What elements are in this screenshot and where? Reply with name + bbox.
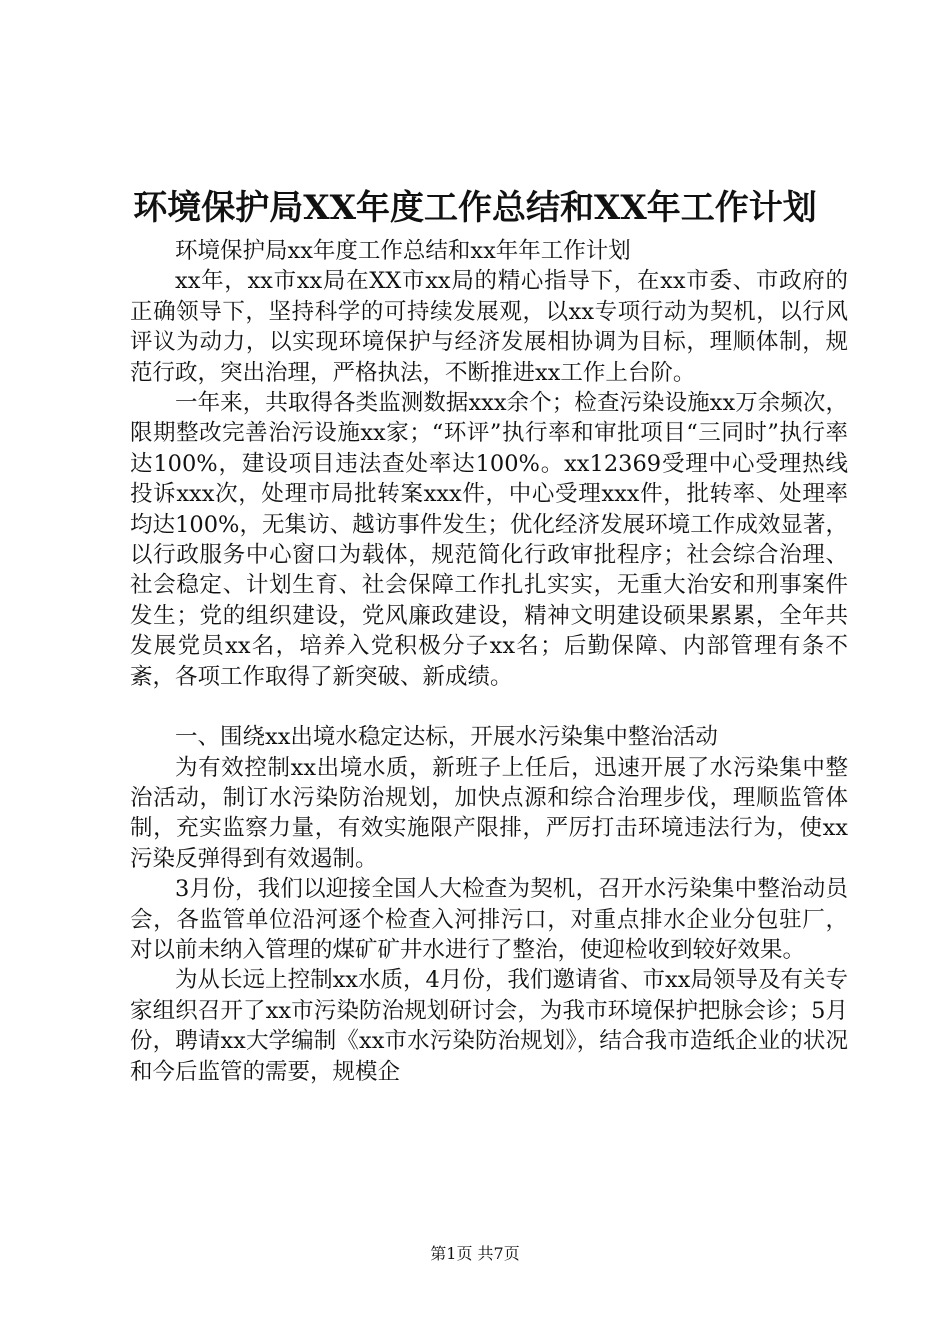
body-paragraph: 为从长远上控制xx水质，4月份，我们邀请省、市xx局领导及有关专家组织召开了xx市污染防治规划研讨会，为我市环境保护把脉会诊；5月份，聘请xx大学编制《xx市水污染防治规划》，结合我市造纸企业的状况和今后监管的需要，规模企	[130, 967, 848, 1085]
body-paragraph: 3月份，我们以迎接全国人大检查为契机，召开水污染集中整治动员会，各监管单位沿河逐个检查入河排污口，对重点排水企业分包驻厂，对以前未纳入管理的煤矿矿井水进行了整治，使迎检收到较好效果。	[130, 876, 848, 963]
body-paragraph: 为有效控制xx出境水质，新班子上任后，迅速开展了水污染集中整治活动，制订水污染防治规划，加快点源和综合治理步伐，理顺监管体制，充实监察力量，有效实施限产限排，严厉打击环境违法行为，使xx污染反弹得到有效遏制。	[130, 754, 848, 872]
document-body	[130, 236, 848, 1087]
subtitle-paragraph: 环境保护局xx年度工作总结和xx年年工作计划	[175, 238, 631, 264]
section-heading: 一、围绕xx出境水稳定达标，开展水污染集中整治活动	[175, 724, 718, 751]
page-title: 环境保护局XX年度工作总结和XX年工作计划	[133, 188, 817, 228]
body-paragraph: xx年，xx市xx局在XX市xx局的精心指导下，在xx市委、市政府的正确领导下，坚持科学的可持续发展观，以xx专项行动为契机，以行风评议为动力，以实现环境保护与经济发展相协调为目标，理顺体制，规范行政，突出治理，严格执法，不断推进xx工作上台阶。	[130, 268, 848, 386]
page-footer: 第1页 共7页	[430, 1244, 520, 1263]
body-paragraph: 一年来，共取得各类监测数据xxx余个；检查污染设施xx万余频次，限期整改完善治污设施xx家；“环评”执行率和审批项目“三同时”执行率达100%，建设项目违法查处率达100%。xx12369受理中心受理热线投诉xxx次，处理市局批转案xxx件，中心受理xxx件，批转率、处理率均达100%，无集访、越访事件发生；优化经济发展环境工作成效显著，以行政服务中心窗口为载体，规范简化行政审批程序；社会综合治理、社会稳定、计划生育、社会保障工作扎扎实实，无重大治安和刑事案件发生；党的组织建设，党风廉政建设，精神文明建设硕果累累，全年共发展党员xx名，培养入党积极分子xx名；后勤保障、内部管理有条不紊，各项工作取得了新突破、新成绩。	[130, 390, 848, 690]
